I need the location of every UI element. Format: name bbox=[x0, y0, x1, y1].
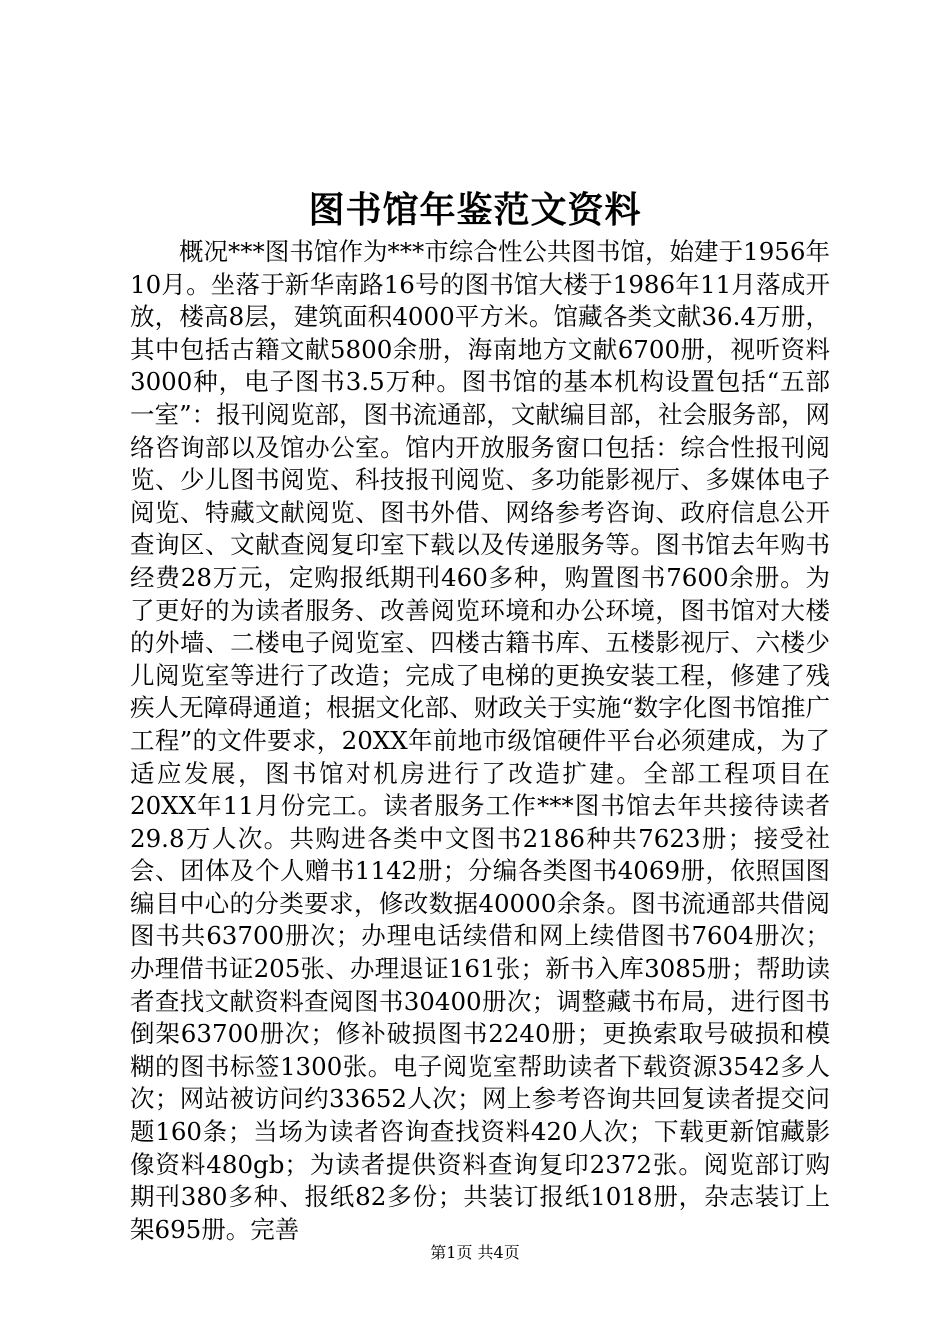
body-paragraph: 概况***图书馆作为***市综合性公共图书馆，始建于1956年10月。坐落于新华南路16号的图书馆大楼于1986年11月落成开放，楼高8层，建筑面积4000平方米。馆藏各类文献36.4万册，其中包括古籍文献5800余册，海南地方文献6700册，视听资料3000种，电子图书3.5万种。图书馆的基本机构设置包括“五部一室”：报刊阅览部，图书流通部，文献编目部，社会服务部，网络咨询部以及馆办公室。馆内开放服务窗口包括：综合性报刊阅览、少儿图书阅览、科技报刊阅览、多功能影视厅、多媒体电子阅览、特藏文献阅览、图书外借、网络参考咨询、政府信息公开查询区、文献查阅复印室下载以及传递服务等。图书馆去年购书经费28万元，定购报纸期刊460多种，购置图书7600余册。为了更好的为读者服务、改善阅览环境和办公环境，图书馆对大楼的外墙、二楼电子阅览室、四楼古籍书库、五楼影视厅、六楼少儿阅览室等进行了改造；完成了电梯的更换安装工程，修建了残疾人无障碍通道；根据文化部、财政关于实施“数字化图书馆推广工程”的文件要求，20XX年前地市级馆硬件平台必须建成，为了适应发展，图书馆对机房进行了改造扩建。全部工程项目在20XX年11月份完工。读者服务工作***图书馆去年共接待读者29.8万人次。共购进各类中文图书2186种共7623册；接受社会、团体及个人赠书1142册；分编各类图书4069册，依照国图编目中心的分类要求，修改数据40000余条。图书流通部共借阅图书共63700册次；办理电话续借和网上续借图书7604册次；办理借书证205张、办理退证161张；新书入库3085册；帮助读者查找文献资料查阅图书30400册次；调整藏书布局，进行图书倒架63700册次；修补破损图书2240册；更换索取号破损和模糊的图书标签1300张。电子阅览室帮助读者下载资源3542多人次；网站被访问约33652人次；网上参考咨询共回复读者提交问题160条；当场为读者咨询查找资料420人次；下载更新馆藏影像资料480gb；为读者提供资料查询复印2372张。阅览部订购期刊380多种、报纸82多份；共装订报纸1018册，杂志装订上架695册。完善 bbox=[130, 237, 830, 1244]
document-title: 图书馆年鉴范文资料 bbox=[308, 189, 642, 231]
page-footer: 第1页 共4页 bbox=[430, 1243, 520, 1262]
